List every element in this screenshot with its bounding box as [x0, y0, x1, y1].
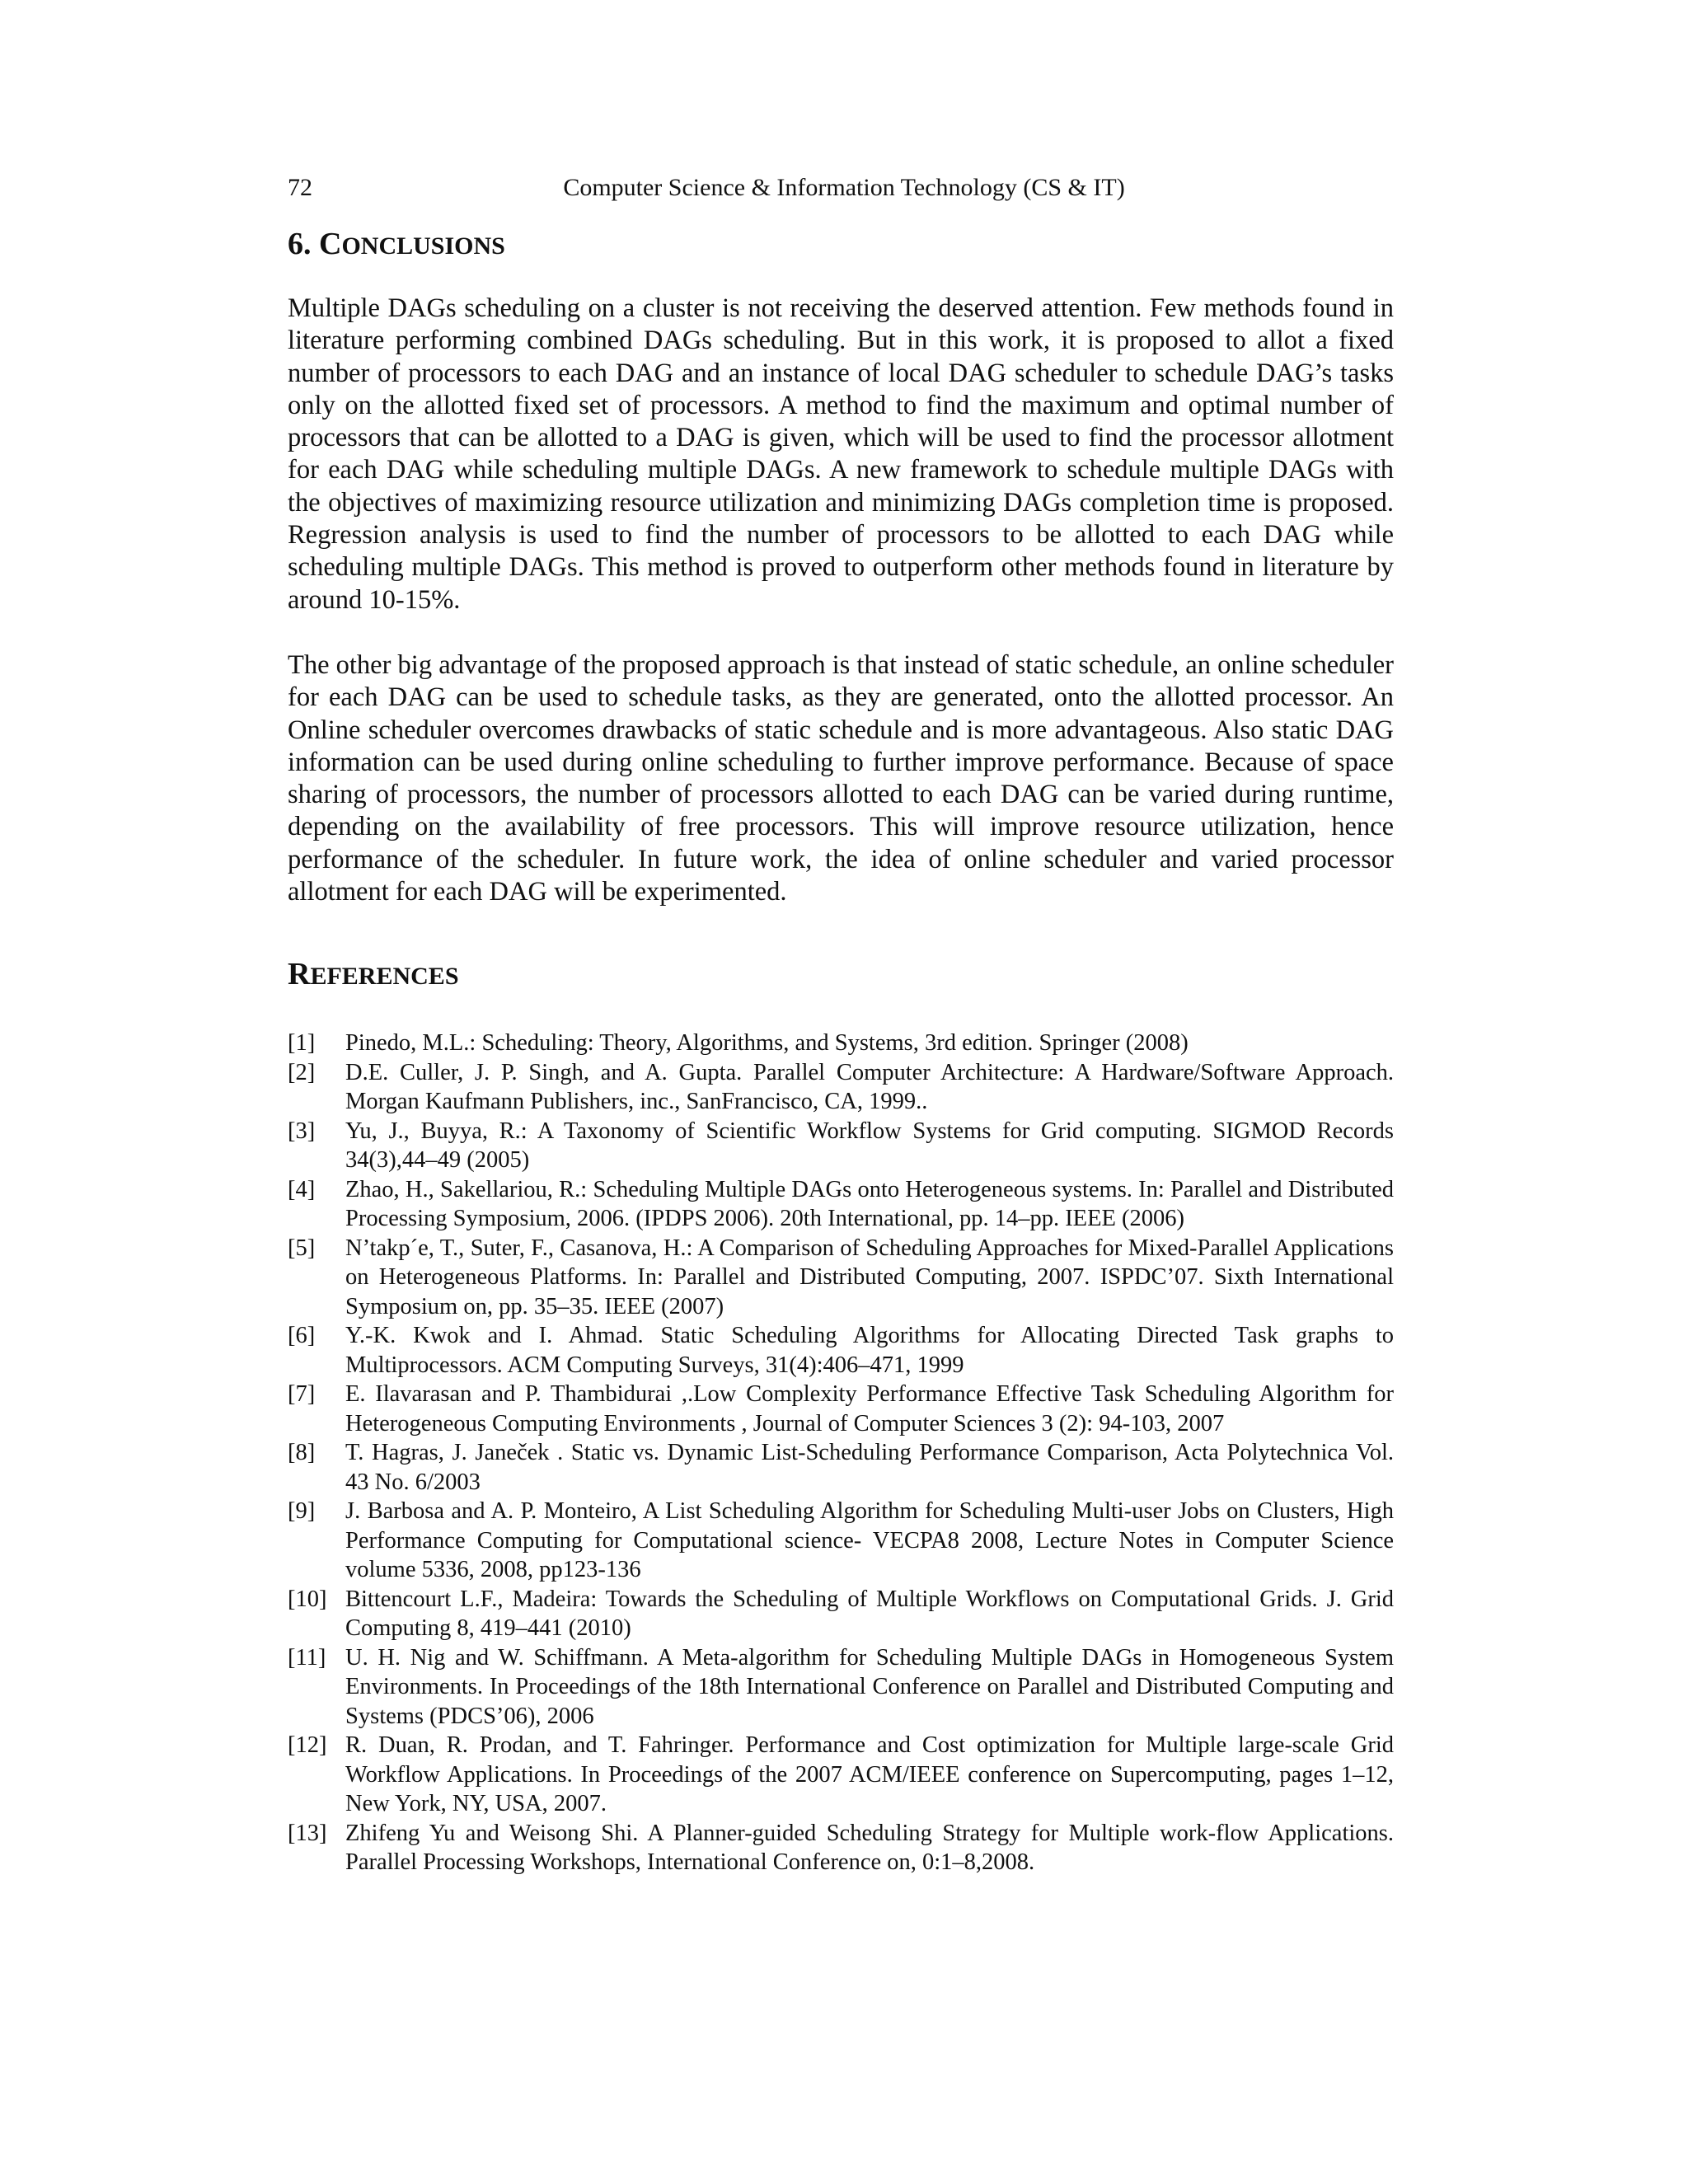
references-title-rest: EFERENCES: [310, 963, 459, 990]
reference-item-10: [288, 1585, 1394, 1643]
reference-text: J. Barbosa and A. P. Monteiro, A List Scheduling Algorithm for Scheduling Multi-user Jobs on Clusters, High Performance Computing for Computational science- VECPA8 2008, Lecture Notes in Computer Science volume 5336, 2008, pp123-136: [345, 1498, 1394, 1582]
reference-item-3: [288, 1117, 1394, 1175]
reference-text: Yu, J., Buyya, R.: A Taxonomy of Scientific Workflow Systems for Grid computing. SIGMOD Records 34(3),44–49 (2005): [345, 1118, 1394, 1173]
page-number: 72: [288, 174, 312, 201]
reference-number: [10]: [288, 1586, 327, 1612]
reference-text: Zhifeng Yu and Weisong Shi. A Planner-guided Scheduling Strategy for Multiple work-flow Applications. Parallel Processing Workshops, International Conference on, 0:1–8,2008.: [345, 1820, 1394, 1875]
reference-item-5: [288, 1234, 1394, 1322]
reference-list: [288, 1029, 1394, 1877]
reference-text: Pinedo, M.L.: Scheduling: Theory, Algorithms, and Systems, 3rd edition. Springer (2008): [345, 1030, 1189, 1056]
reference-item-1: [288, 1029, 1394, 1058]
reference-item-11: [288, 1643, 1394, 1732]
reference-number: [11]: [288, 1644, 326, 1671]
reference-number: [6]: [288, 1323, 316, 1348]
reference-item-4: [288, 1175, 1394, 1234]
reference-item-12: [288, 1731, 1394, 1819]
reference-text: Y.-K. Kwok and I. Ahmad. Static Scheduling Algorithms for Allocating Directed Task graphs to Multiprocessors. ACM Computing Surveys, 31(4):406–471, 1999: [345, 1323, 1394, 1378]
reference-number: [2]: [288, 1059, 316, 1085]
conclusions-paragraph-1: Multiple DAGs scheduling on a cluster is not receiving the deserved attention. Few methods found in literature performing combined DAGs scheduling. But in this work, it is proposed to allot a fixed number of processors to each DAG and an instance of local DAG scheduler to schedule DAG’s tasks only on the allotted fixed set of processors. A method to find the maximum and optimal number of processors that can be allotted to a DAG is given, which will be used to find the processor allotment for each DAG while scheduling multiple DAGs. A new framework to schedule multiple DAGs with the objectives of maximizing resource utilization and minimizing DAGs completion time is proposed. Regression analysis is used to find the number of processors to be allotted to each DAG while scheduling multiple DAGs. This method is proved to outperform other methods found in literature by around 10-15%.: [288, 293, 1394, 615]
reference-number: [3]: [288, 1118, 316, 1144]
reference-number: [8]: [288, 1440, 316, 1465]
reference-text: Bittencourt L.F., Madeira: Towards the Scheduling of Multiple Workflows on Computational Grids. J. Grid Computing 8, 419–441 (2010): [345, 1586, 1394, 1641]
reference-number: [1]: [288, 1030, 316, 1056]
reference-item-7: [288, 1380, 1394, 1438]
reference-number: [13]: [288, 1820, 327, 1846]
reference-number: [9]: [288, 1498, 316, 1524]
conclusions-title-initial: C: [319, 227, 342, 261]
reference-text: E. Ilavarasan and P. Thambidurai ,.Low Complexity Performance Effective Task Scheduling Algorithm for Heterogeneous Computing Environments , Journal of Computer Sciences 3 (2): 94-103, 2007: [345, 1381, 1394, 1436]
reference-text: U. H. Nig and W. Schiffmann. A Meta-algorithm for Scheduling Multiple DAGs in Homogeneous System Environments. In Proceedings of the 18th International Conference on Parallel and Distributed Computing and Systems (PDCS’06), 2006: [345, 1644, 1394, 1729]
references-title-initial: R: [288, 957, 311, 991]
conclusions-number: 6.: [288, 227, 312, 261]
conclusions-heading: [288, 224, 505, 266]
reference-text: T. Hagras, J. Janeček . Static vs. Dynamic List-Scheduling Performance Comparison, Acta Polytechnica Vol. 43 No. 6/2003: [345, 1440, 1394, 1495]
running-title: Computer Science & Information Technology (CS & IT): [563, 174, 1125, 201]
reference-text: R. Duan, R. Prodan, and T. Fahringer. Performance and Cost optimization for Multiple large-scale Grid Workflow Applications. In Proceedings of the 2007 ACM/IEEE conference on Supercomputing, pages 1–12, New York, NY, USA, 2007.: [345, 1732, 1394, 1816]
reference-item-6: [288, 1321, 1394, 1380]
reference-item-13: [288, 1819, 1394, 1877]
reference-item-8: [288, 1438, 1394, 1497]
reference-text: Zhao, H., Sakellariou, R.: Scheduling Multiple DAGs onto Heterogeneous systems. In: Parallel and Distributed Processing Symposium, 2006. (IPDPS 2006). 20th International, pp. 14–pp. IEEE (2006): [345, 1176, 1394, 1231]
reference-text: N’takp´e, T., Suter, F., Casanova, H.: A Comparison of Scheduling Approaches for Mixed-Parallel Applications on Heterogeneous Platforms. In: Parallel and Distributed Computing, 2007. ISPDC’07. Sixth International Symposium on, pp. 35–35. IEEE (2007): [345, 1235, 1394, 1319]
reference-number: [4]: [288, 1176, 316, 1202]
conclusions-paragraph-2: The other big advantage of the proposed approach is that instead of static schedule, an online scheduler for each DAG can be used to schedule tasks, as they are generated, onto the allotted processor. An Online scheduler overcomes drawbacks of static schedule and is more advantageous. Also static DAG information can be used during online scheduling to further improve performance. Because of space sharing of processors, the number of processors allotted to each DAG can be varied during runtime, depending on the availability of free processors. This will improve resource utilization, hence performance of the scheduler. In future work, the idea of online scheduler and varied processor allotment for each DAG will be experimented.: [288, 650, 1394, 907]
reference-item-9: [288, 1497, 1394, 1585]
conclusions-title-rest: ONCLUSIONS: [341, 232, 505, 260]
reference-text: D.E. Culler, J. P. Singh, and A. Gupta. Parallel Computer Architecture: A Hardware/Software Approach. Morgan Kaufmann Publishers, inc., SanFrancisco, CA, 1999..: [345, 1059, 1394, 1114]
references-heading: [288, 954, 459, 996]
reference-number: [12]: [288, 1732, 327, 1758]
reference-number: [7]: [288, 1381, 316, 1407]
reference-item-2: [288, 1058, 1394, 1117]
reference-number: [5]: [288, 1235, 316, 1261]
